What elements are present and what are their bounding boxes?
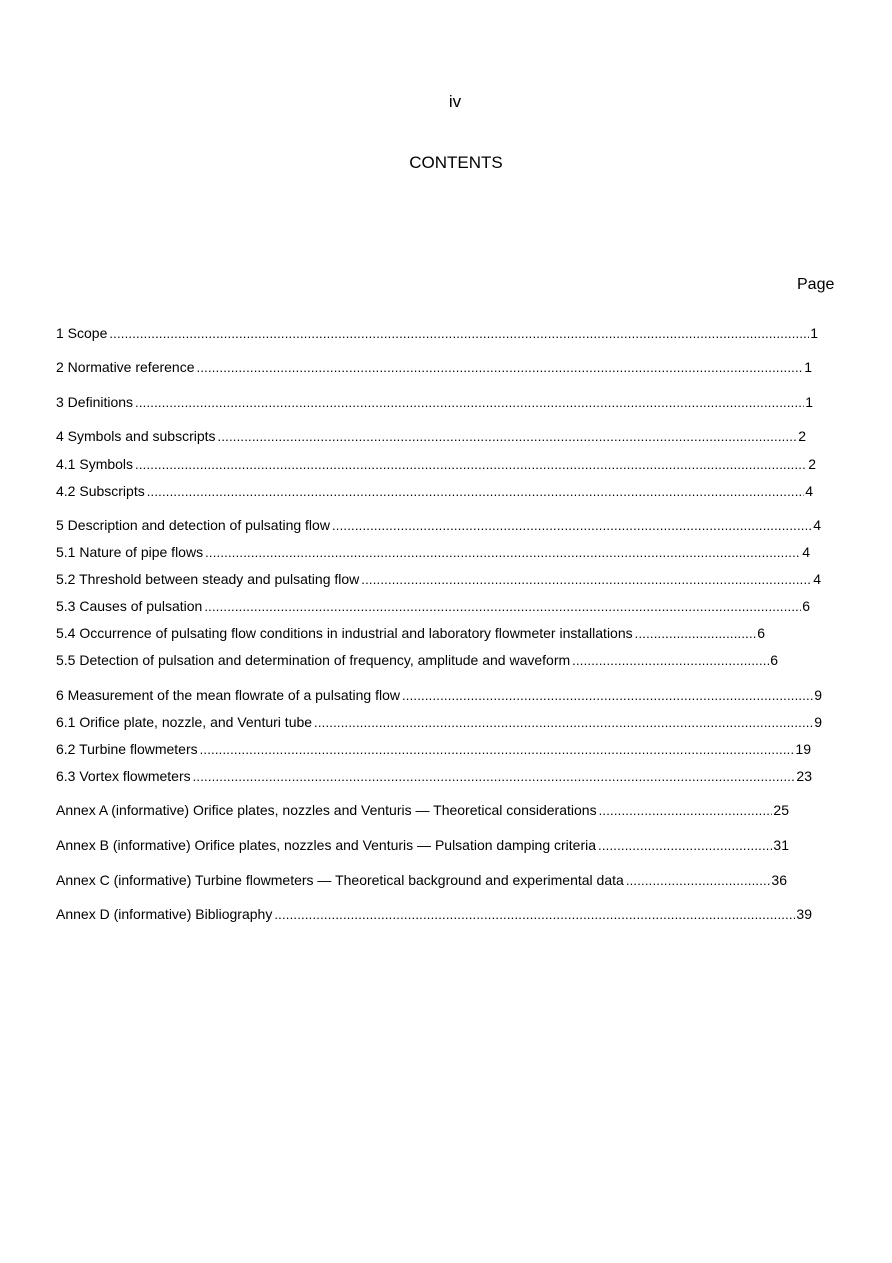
- toc-entry[interactable]: [56, 482, 813, 500]
- toc-entry-label: Annex A (informative) Orifice plates, nozzles and Venturis — Theoretical considerations: [56, 802, 597, 818]
- toc-entry-page: 9: [814, 687, 822, 703]
- toc-entry[interactable]: [56, 455, 816, 473]
- toc-entry[interactable]: [56, 624, 765, 642]
- page-column-label: Page: [797, 276, 835, 293]
- toc-entry-label: 6 Measurement of the mean flowrate of a pulsating flow: [56, 687, 400, 703]
- toc-leader-dots: [109, 325, 809, 343]
- toc-entry-page: 6: [757, 625, 765, 641]
- toc-entry-label: 3 Definitions: [56, 394, 134, 410]
- toc-entry-label: 4.1 Symbols: [56, 456, 134, 472]
- toc-leader-dots: [598, 837, 772, 855]
- toc-leader-dots: [147, 483, 804, 501]
- toc-entry[interactable]: [56, 427, 806, 445]
- toc-entry[interactable]: [56, 543, 810, 561]
- toc-leader-dots: [135, 456, 807, 474]
- toc-entry[interactable]: [56, 801, 789, 819]
- toc-entry[interactable]: [56, 651, 778, 669]
- toc-leader-dots: [332, 517, 812, 535]
- toc-entry[interactable]: [56, 358, 812, 376]
- toc-entry[interactable]: [56, 905, 812, 923]
- toc-entry-label: 5 Description and detection of pulsating flow: [56, 517, 330, 533]
- toc-leader-dots: [200, 741, 795, 759]
- toc-entry-label: 5.4 Occurrence of pulsating flow conditions in industrial and laboratory flowmeter installations: [56, 625, 633, 641]
- toc-entry[interactable]: [56, 836, 789, 854]
- toc-entry-label: 4 Symbols and subscripts: [56, 428, 216, 444]
- toc-entry-page: 2: [808, 456, 816, 472]
- toc-entry-label: Annex B (informative) Orifice plates, nozzles and Venturis — Pulsation damping criteria: [56, 837, 597, 853]
- toc-entry-label: 6.1 Orifice plate, nozzle, and Venturi tube: [56, 714, 313, 730]
- toc-entry[interactable]: [56, 767, 812, 785]
- toc-leader-dots: [274, 906, 795, 924]
- toc-leader-dots: [193, 768, 796, 786]
- toc-leader-dots: [572, 652, 769, 670]
- toc-leader-dots: [361, 571, 812, 589]
- toc-entry-label: 4.2 Subscripts: [56, 483, 145, 499]
- toc-entry-page: 1: [805, 394, 813, 410]
- toc-entry-label: 5.2 Threshold between steady and pulsating flow: [56, 571, 360, 587]
- toc-leader-dots: [402, 687, 813, 705]
- toc-entry[interactable]: [56, 686, 822, 704]
- toc-entry-page: 6: [770, 652, 778, 668]
- toc-entry[interactable]: [56, 740, 811, 758]
- toc-entry-label: Annex C (informative) Turbine flowmeters — Theoretical background and experimental data: [56, 872, 624, 888]
- toc-entry-page: 25: [773, 802, 789, 818]
- toc-entry-label: 5.1 Nature of pipe flows: [56, 544, 204, 560]
- toc-entry[interactable]: [56, 324, 818, 342]
- toc-entry[interactable]: [56, 393, 813, 411]
- toc-leader-dots: [135, 394, 804, 412]
- toc-leader-dots: [204, 598, 801, 616]
- toc-leader-dots: [599, 802, 773, 820]
- toc-entry-page: 4: [813, 517, 821, 533]
- toc-entry-page: 31: [773, 837, 789, 853]
- toc-entry-page: 2: [798, 428, 806, 444]
- toc-entry-page: 4: [802, 544, 810, 560]
- toc-entry-label: 6.3 Vortex flowmeters: [56, 768, 191, 784]
- toc-entry-page: 4: [813, 571, 821, 587]
- toc-entry-page: 9: [814, 714, 822, 730]
- toc-entry[interactable]: [56, 597, 810, 615]
- toc-entry-page: 19: [795, 741, 811, 757]
- toc-entry-page: 1: [804, 359, 812, 375]
- page-title: CONTENTS: [409, 153, 503, 172]
- toc-entry-page: 23: [796, 768, 812, 784]
- toc-entry[interactable]: [56, 570, 821, 588]
- toc-entry-page: 1: [810, 325, 818, 341]
- toc-entry[interactable]: [56, 871, 787, 889]
- toc-entry[interactable]: [56, 713, 822, 731]
- toc-entry-label: 5.3 Causes of pulsation: [56, 598, 203, 614]
- page-number: iv: [448, 92, 462, 111]
- toc-entry[interactable]: [56, 516, 821, 534]
- toc-entry-label: 5.5 Detection of pulsation and determination of frequency, amplitude and waveform: [56, 652, 571, 668]
- toc-entry-page: 39: [796, 906, 812, 922]
- toc-entry-page: 36: [771, 872, 787, 888]
- toc-leader-dots: [205, 544, 801, 562]
- toc-entry-label: 6.2 Turbine flowmeters: [56, 741, 198, 757]
- toc-leader-dots: [314, 714, 813, 732]
- toc-leader-dots: [218, 428, 798, 446]
- toc-entry-label: 1 Scope: [56, 325, 108, 341]
- toc-leader-dots: [626, 872, 771, 890]
- toc-entry-page: 6: [802, 598, 810, 614]
- toc-leader-dots: [197, 359, 804, 377]
- toc-entry-label: 2 Normative reference: [56, 359, 195, 375]
- toc-entry-page: 4: [805, 483, 813, 499]
- toc-leader-dots: [635, 625, 757, 643]
- toc-entry-label: Annex D (informative) Bibliography: [56, 906, 273, 922]
